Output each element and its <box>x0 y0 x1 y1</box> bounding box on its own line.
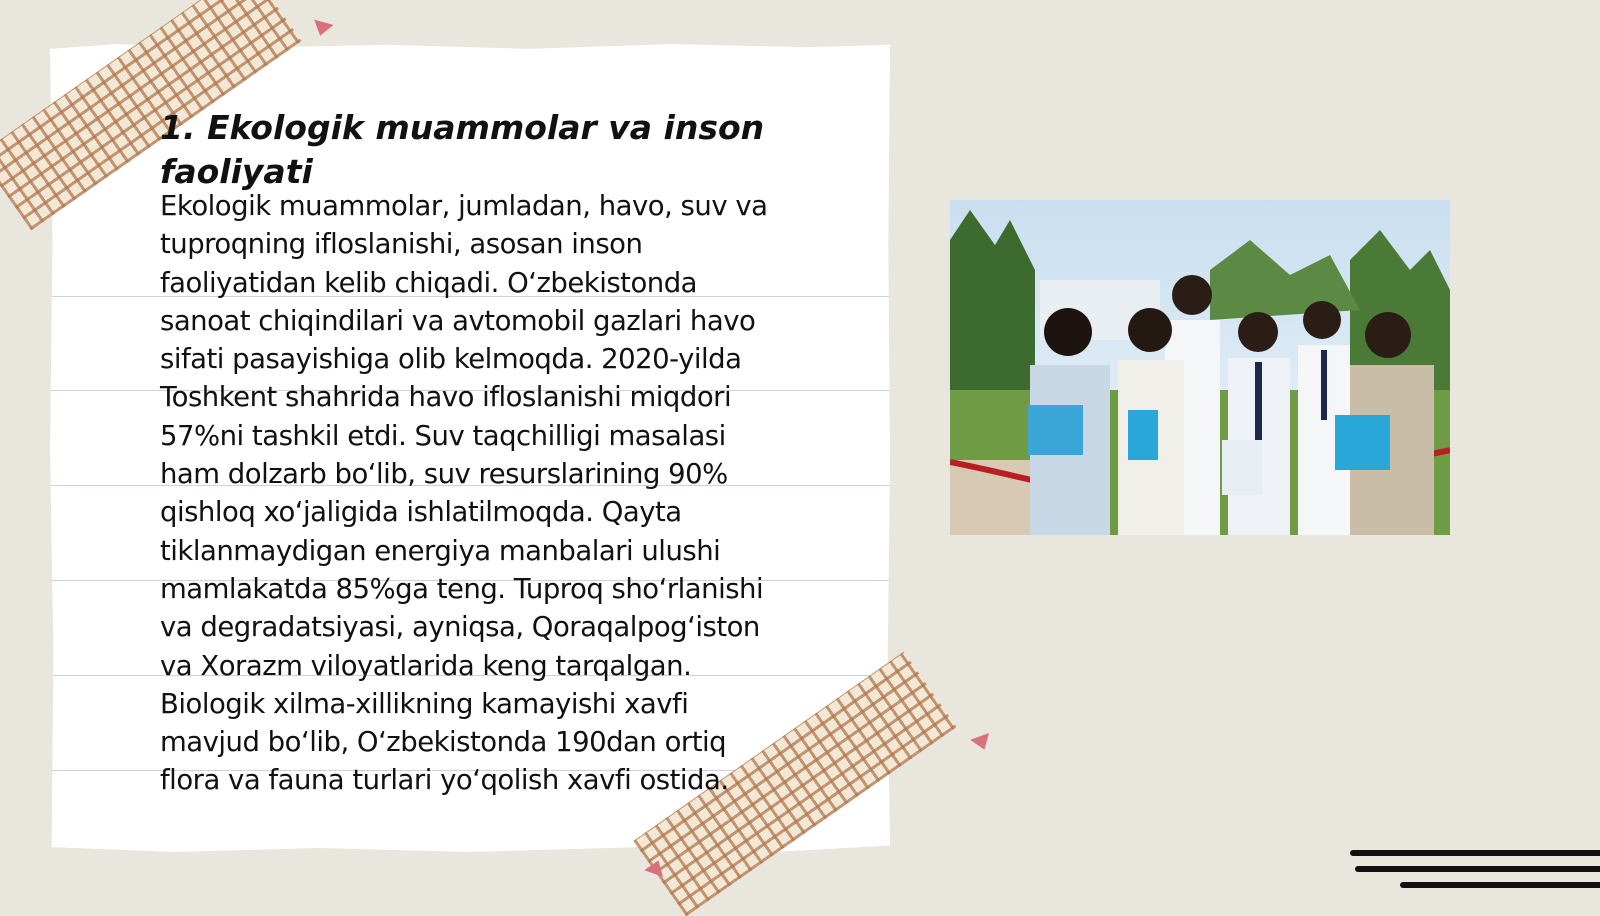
brush-stroke <box>1400 882 1600 888</box>
body-line: sifati pasayishiga olib kelmoqda. 2020-yilda <box>160 343 742 376</box>
body-line: mamlakatda 85%ga teng. Tuproq sho‘rlanishi <box>160 572 764 605</box>
tape-corner-mark <box>311 20 334 39</box>
body-line: 57%ni tashkil etdi. Suv taqchilligi masalasi <box>160 419 726 452</box>
brush-stroke <box>1355 866 1600 872</box>
body-line: sanoat chiqindilari va avtomobil gazlari havo <box>160 304 756 337</box>
body-line: faoliyatidan kelib chiqadi. O‘zbekistonda <box>160 266 698 299</box>
body-line: tuproqning ifloslanishi, asosan inson <box>160 228 643 261</box>
body-line: tiklanmaydigan energiya manbalari ulushi <box>160 534 721 567</box>
body-line: mavjud bo‘lib, O‘zbekistonda 190dan ortiq <box>160 726 727 759</box>
body-line: Toshkent shahrida havo ifloslanishi miqdori <box>160 381 732 414</box>
body-line: va degradatsiyasi, ayniqsa, Qoraqalpog‘iston <box>160 611 760 644</box>
body-line: Ekologik muammolar, jumladan, havo, suv va <box>160 190 768 222</box>
body-line: qishloq xo‘jaligida ishlatilmoqda. Qayta <box>160 496 682 529</box>
body-line: flora va fauna turlari yo‘qolish xavfi ostida. <box>160 764 729 797</box>
brush-stroke <box>1350 850 1600 856</box>
body-line: va Xorazm viloyatlarida keng tarqalgan. <box>160 649 692 682</box>
body-line: ham dolzarb bo‘lib, suv resurslarining 90% <box>160 458 728 491</box>
slide-body <box>160 187 850 800</box>
body-line: Biologik xilma-xillikning kamayishi xavfi <box>160 687 689 720</box>
students-photo <box>950 200 1450 535</box>
slide-title: 1. Ekologik muammolar va inson faoliyati <box>160 108 765 191</box>
tape-corner-mark <box>970 733 994 753</box>
